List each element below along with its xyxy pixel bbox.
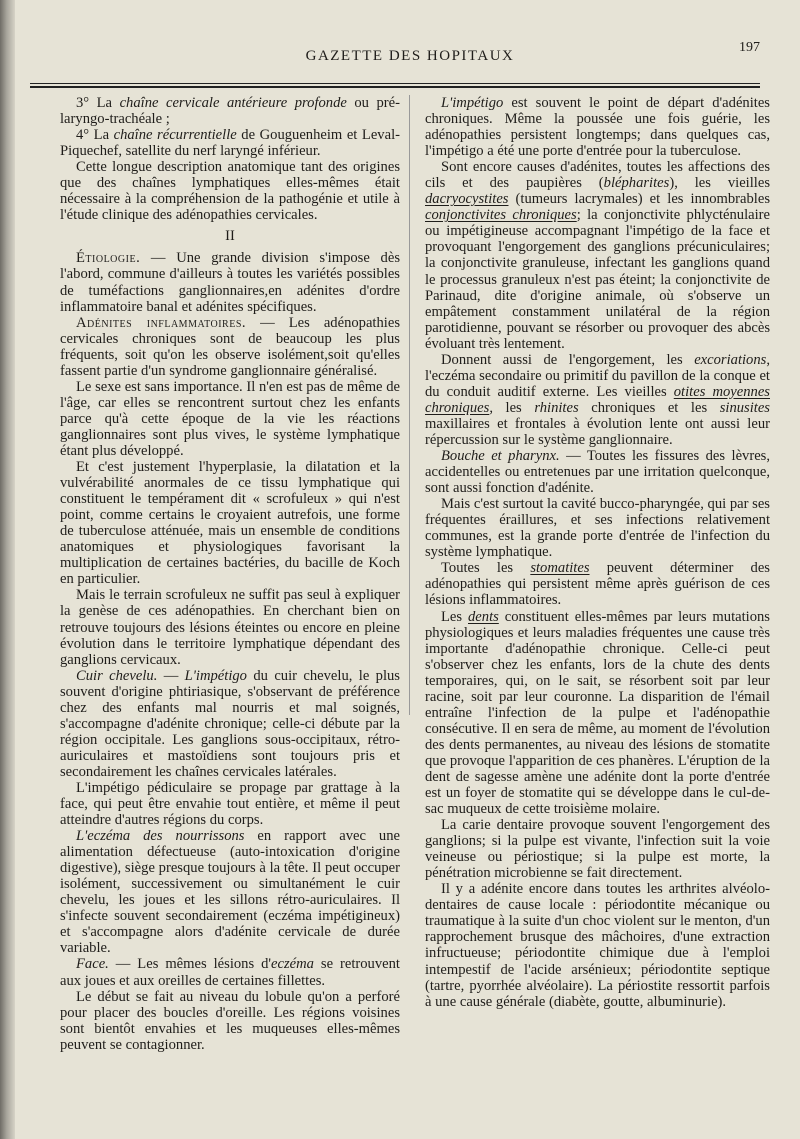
text-run: se retrouvent aux joues et aux oreilles de certaines fillettes. xyxy=(60,956,400,989)
emphasis: rhinites xyxy=(534,399,579,416)
text-run: en rapport avec une alimentation défectueuse (auto-intoxication d'origine digestive), siège presque toujours à la tête. Il peut occuper isolément, successivement ou simultanément le cuir chevelu, les joues et les sillons rétro-auriculaires. Il s'infecte souvent secondairement (eczéma impétigineux) et s'accompagne alors d'adénite cervicale de durée variable. xyxy=(60,828,400,957)
emphasis: Bouche et pharynx. xyxy=(441,448,560,465)
paragraph: Il y a adénite encore dans toutes les arthrites alvéolo-dentaires de cause locale : périodontite mécanique ou traumatique à la suite d'un choc violent sur le menton, d'un rapprochement brusque des mâchoires, d'une extraction infructueuse; périodontite chimique due à l'emploi intempestif de l'acide arsénieux; périodontite septique (tartre, pyorrhée alvéolaire). La périostite ressortit parfois à une cause générale (diabète, goutte, albuminurie). xyxy=(425,881,770,1010)
emphasis-underlined: dacryocystites xyxy=(425,191,509,208)
text-run: ), les vieilles xyxy=(669,175,770,192)
paragraph-chaine-recurrentielle xyxy=(60,127,400,159)
emphasis: L'impétigo xyxy=(441,95,504,111)
paragraph-chaine-anterieure xyxy=(60,95,400,127)
subsection-heading: Adénites inflammatoires. xyxy=(76,314,247,331)
text-run: , les xyxy=(489,399,535,416)
emphasis: L'eczéma des nourrissons xyxy=(76,828,245,845)
emphasis: blépharites xyxy=(603,175,670,192)
text-run: peuvent déterminer des adénopathies qui persistent même après guérison de ces lésions inflammatoires. xyxy=(425,560,770,609)
paragraph: Mais le terrain scrofuleux ne suffit pas seul à expliquer la genèse de ces adénopathies. En cherchant bien on retrouve toujours des lésions éteintes ou encore en pleine évolution dans le territoire lymphatique dépendant des ganglions cervicaux. xyxy=(60,587,400,668)
text-run: Toutes les xyxy=(441,560,531,577)
emphasis-underlined: otites moyennes chroniques xyxy=(425,383,770,416)
section-heading: Étiologie. xyxy=(76,250,141,267)
left-column xyxy=(60,95,400,1125)
section-number: II xyxy=(225,228,235,245)
text-run: est souvent le point de départ d'adénites chroniques. Même la poussée une fois guérie, les adénopathies persistent longtemps; dans quelques cas, l'impétigo a été une porte d'entrée pour la tuberculose. xyxy=(425,95,770,160)
text-run: Donnent aussi de l'engorgement, les xyxy=(441,351,695,368)
emphasis-underlined: stomatites xyxy=(530,560,590,577)
paragraph-impetigo xyxy=(425,95,770,159)
paragraph-stomatites xyxy=(425,560,770,608)
text-run: Sont encore causes d'adénites, toutes les affections des cils et des paupières ( xyxy=(425,159,770,192)
emphasis: chaîne cervicale antérieure profonde xyxy=(119,95,347,111)
emphasis: Face. xyxy=(76,956,109,973)
text-run: — Une grande division s'impose dès l'abord, commune d'ailleurs à toutes les variétés possibles de tuméfactions ganglionnaires,en adénites d'ordre inflammatoire banal et adénites spécifiques. xyxy=(60,250,400,315)
paragraph-otites xyxy=(425,352,770,448)
emphasis-underlined: dents xyxy=(468,608,499,625)
running-title: GAZETTE DES HOPITAUX xyxy=(305,48,515,64)
paragraph-bouche-pharynx xyxy=(425,448,770,496)
paragraph-face xyxy=(60,956,400,988)
right-column xyxy=(425,95,770,1125)
column-divider xyxy=(409,95,410,715)
text-run: constituent elles-mêmes par leurs mutations physiologiques et leurs maladies fréquentes une cause très importante d'adénopathie chronique. Celle-ci peut s'observer chez les enfants, lors de la chute des dents temporaires, qui, on le sait, se résorbent soit par leur racine, soit par leur couronne. La disparition de l'émail entraîne l'infection de la pulpe et l'adénopathie consécutive. Il en sera de même, au moment de l'évolution des dents permanentes, au niveau des lésions de stomatite que provoque l'apparition de ces phanères. L'éruption de la dent de sagesse amène une adénite dont la porte d'entrée est un foyer de stomatite qui se développe dans le cul-de-sac muqueux de cette troisième molaire. xyxy=(425,608,770,818)
text-run: — Les adénopathies cervicales chroniques sont de beaucoup les plus fréquents, soit qu'on les observe isolément,soit qu'elles fassent partie d'un syndrome ganglionnaire généralisé. xyxy=(60,314,400,379)
paragraph: Mais c'est surtout la cavité bucco-pharyngée, qui par ses fréquentes éraillures, et ses infections relativement communes, est la grande porte d'entrée de l'infection du système lymphatique. xyxy=(425,496,770,561)
paragraph: L'impétigo pédiculaire se propage par grattage à la face, qui peut être envahie tout entière, et même il peut atteindre d'autres régions du corps. xyxy=(60,779,400,829)
page-number: 197 xyxy=(739,40,760,55)
paragraph: Cette longue description anatomique tant des origines que des chaînes lymphatiques elles-mêmes était nécessaire à la compréhension de la pathogénie et utile à l'étude clinique des adénopathies cervicales. xyxy=(60,159,400,224)
text-run: maxillaires et frontales à évolution lente ont aussi leur répercussion sur le système ganglionnaire. xyxy=(425,415,770,448)
page-header xyxy=(60,40,760,68)
text-run: du cuir chevelu, le plus souvent d'origine phtiriasique, s'observant de préférence chez des enfants mal nourris et mal soignés, s'accompagne d'adénite chronique; celle-ci débute par la région occipitale. Les ganglions sous-occipitaux, rétro-auriculaires et mastoïdiens sont toujours pris et secondairement les chaînes cervicales latérales. xyxy=(60,667,400,780)
emphasis: L'impétigo xyxy=(184,667,247,684)
text-run: ou pré-laryngo-trachéale ; xyxy=(60,95,400,128)
emphasis: chaîne récurrentielle xyxy=(113,127,237,144)
header-rule-thick xyxy=(30,86,760,88)
paragraph-eczema xyxy=(60,828,400,956)
paragraph-dents xyxy=(425,609,770,818)
text-run: ; la conjonctivite phlycténulaire ou impétigineuse accompagnant l'impétigo de la face et provoquant l'engorgement des ganglions précuniculaires; la conjonctivite granuleuse, infectant les ganglions quand le processus granuleux n'est pas éteint; la conjonctivite de Parinaud, dite d'origine animale, où s'observe un empâtement constamment unilatéral de la région parotidienne, pouvant se résorber ou provoquer des abcès évoluant très lentement. xyxy=(425,207,770,352)
text-run: — Les mêmes lésions d' xyxy=(108,956,272,973)
text-run: chroniques et les xyxy=(578,399,720,416)
paragraph-cuir-chevelu xyxy=(60,668,400,780)
text-run: de Gouguenheim et Leval-Piquechef, satellite du nerf laryngé inférieur. xyxy=(60,127,400,160)
paragraph-adenites-inflammatoires xyxy=(60,315,400,379)
emphasis: sinusites xyxy=(719,399,770,416)
paragraph-conjonctivites xyxy=(425,159,770,352)
emphasis: eczéma xyxy=(271,956,314,973)
text-run: 3° La xyxy=(76,95,120,111)
emphasis: excoriations xyxy=(694,351,767,368)
paragraph: Le début se fait au niveau du lobule qu'on a perforé pour placer des boucles d'oreille. Les régions voisines sont bientôt envahies et les muqueuses elles-mêmes peuvent se contagionner. xyxy=(60,988,400,1053)
text-run: (tumeurs lacrymales) et les innombrables xyxy=(508,191,770,208)
paragraph-etiologie xyxy=(60,250,400,314)
paragraph: Le sexe est sans importance. Il n'en est pas de même de l'âge, car elles se rencontrent surtout chez les enfants parce qu'à cette époque de la vie les réactions ganglionnaires sont plus vives, le système lymphatique étant plus développé. xyxy=(60,378,400,459)
text-run: — Toutes les fissures des lèvres, accidentelles ou entretenues par une irritation quelconque, sont aussi fonction d'adénite. xyxy=(425,448,770,497)
emphasis-underlined: conjonctivites chroniques xyxy=(425,207,577,224)
text-run: 4° La xyxy=(76,127,114,144)
text-run: — xyxy=(157,667,185,684)
paragraph: La carie dentaire provoque souvent l'engorgement des ganglions; si la pulpe est vivante, l'infection suit la voie veineuse ou périostique; si la pulpe est morte, la pénétration microbienne se fait directement. xyxy=(425,817,770,882)
text-run: Les xyxy=(441,608,468,625)
header-rule-thin xyxy=(30,83,760,84)
book-spine-shadow xyxy=(0,0,15,1139)
emphasis: Cuir chevelu. xyxy=(76,667,158,684)
text-run: , l'eczéma secondaire ou primitif du pavillon de la conque et du conduit auditif externe. Les vieilles xyxy=(425,351,770,400)
paragraph: Et c'est justement l'hyperplasie, la dilatation et la vulvérabilité anormales de ce tissu lymphatique qui constituent le tempérament dit « scrofuleux » qui n'est point, comme certains le croyaient autrefois, une forme de tuberculose atténuée, mais un ensemble de conditions anatomiques et physiologiques favorisant la multiplication de certaines bactéries, du bacille de Koch en particulier. xyxy=(60,459,400,588)
